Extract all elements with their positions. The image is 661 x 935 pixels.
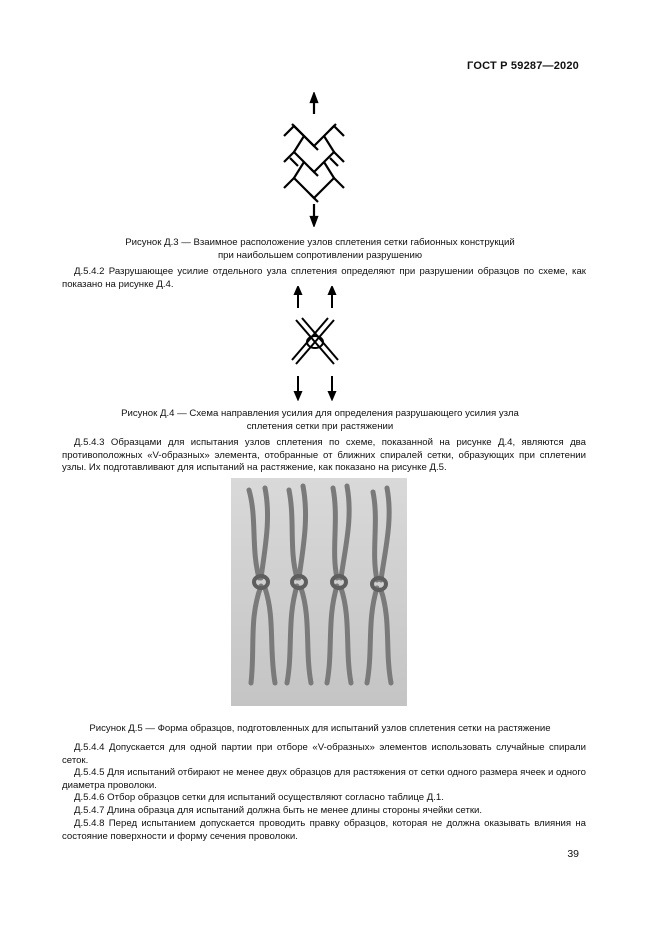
document-standard-number: ГОСТ Р 59287—2020 xyxy=(467,60,579,72)
wire-bottom xyxy=(284,178,344,198)
paragraph-d542: Д.5.4.2 Разрушающее усилие отдельного узла сплетения определяют при разрушении образцов по схеме, как показано на рисунке Д.4. xyxy=(62,266,586,290)
wire-samples-photo xyxy=(231,478,407,706)
figure-d5-caption xyxy=(60,722,580,735)
figure-d3-diagram xyxy=(270,92,360,227)
caption-line: Рисунок Д.3 — Взаимное расположение узлов сплетения сетки габионных конструкций xyxy=(125,237,515,248)
figure-d4-diagram xyxy=(282,286,352,401)
arrow-down-head xyxy=(311,217,317,225)
caption-line: Рисунок Д.5 — Форма образцов, подготовленных для испытаний узлов сплетения сетки на растяжение xyxy=(89,723,551,734)
page-number: 39 xyxy=(567,848,579,860)
figure-d5-photo xyxy=(231,478,407,706)
paragraph-d547: Д.5.4.7 Длина образца для испытаний должна быть не менее длины стороны ячейки сетки. xyxy=(74,805,483,816)
paragraph-d544: Д.5.4.4 Допускается для одной партии при отборе «V-образных» элементов использовать случайные спирали сеток. xyxy=(62,742,586,766)
arrow-up-head xyxy=(311,94,317,102)
figure-d3-caption xyxy=(60,236,580,262)
paragraph-d545: Д.5.4.5 Для испытаний отбирают не менее двух образцов для растяжения от сетки одного размера ячеек и одного диаметра проволоки. xyxy=(62,767,586,791)
caption-line: при наибольшем сопротивлении разрушению xyxy=(217,250,423,261)
mesh-node-diagram xyxy=(270,92,360,227)
paragraph-d548: Д.5.4.8 Перед испытанием допускается проводить правку образцов, которая не должна оказывать влияния на состояние поверхности и форму сечения проволоки. xyxy=(62,818,586,842)
wire-top-left xyxy=(284,126,344,146)
paragraph-d543: Д.5.4.3 Образцами для испытания узлов сплетения по схеме, показанной на рисунке Д.4, являются два противоположных «V-образных» элемента, отобранные от ближних спиралей сетки, образующих при сплетении узлы. Их подготавливают для испытаний на растяжение, как показано на рисунке Д.5. xyxy=(62,437,586,474)
paragraph-d546: Д.5.4.6 Отбор образцов сетки для испытаний осуществляют согласно таблице Д.1. xyxy=(74,792,444,803)
tension-scheme-diagram xyxy=(282,286,352,401)
caption-line: сплетения сетки при растяжении xyxy=(246,421,394,432)
caption-line: Рисунок Д.4 — Схема направления усилия для определения разрушающего усилия узла xyxy=(121,408,519,419)
figure-d4-caption xyxy=(60,407,580,433)
